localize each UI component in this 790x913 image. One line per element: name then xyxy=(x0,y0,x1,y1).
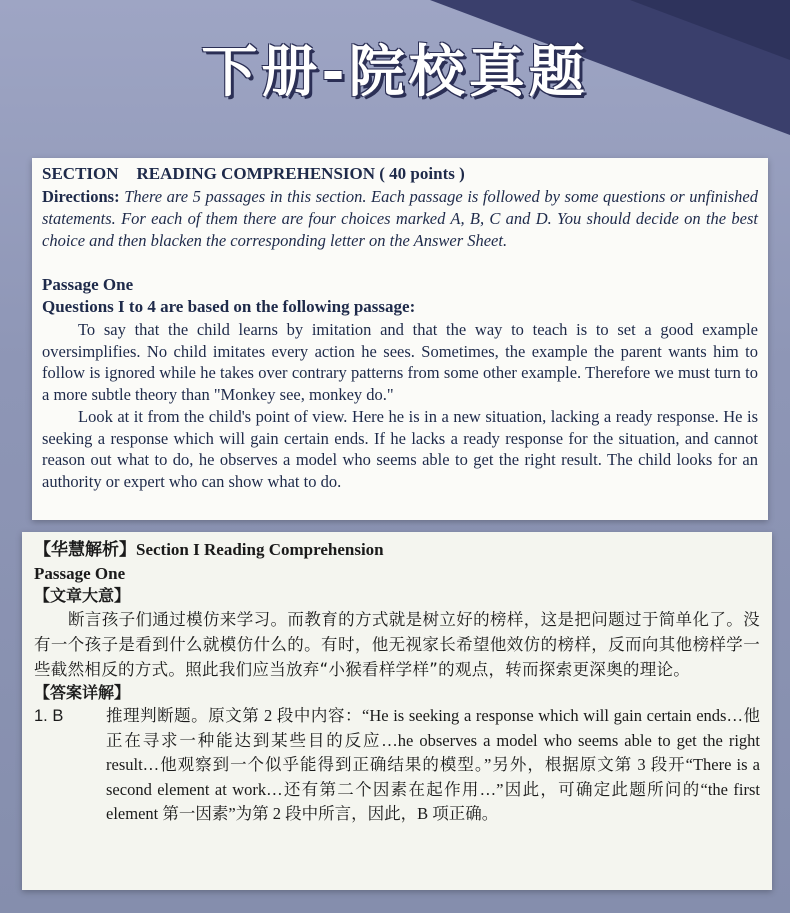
passage-paragraph: Look at it from the child's point of view. Here he is in a new situation, lacking a ready response. He is seeking a response which will gain certain ends. If he lacks a ready response for the situation, and cannot reason out what to do, he observes a model who seems able to get the right result. The child looks for an authority or expert who can show what to do. xyxy=(42,407,758,491)
answer-number: 1. B xyxy=(34,707,64,725)
answer-explanation: 推理判断题。原文第 2 段中内容：“He is seeking a response which will gain certain ends…他正在寻求一种能达到某些目的反应…he observes a model who seems able to get the right result…他观察到一个似乎能得到正确结果的模型。”另外，根据原文第 3 段开“There is a second element at work…还有第二个因素在起作用…”因此，可确定此题所问的“the first element 第一因素”为第 2 段中所言，因此，B 项正确。 xyxy=(106,706,760,823)
summary-label: 【文章大意】 xyxy=(34,586,131,605)
passage-paragraph: To say that the child learns by imitation and that the way to teach is to set a good example oversimplifies. No child imitates every action he sees. Sometimes, the example the parent wants him to follow is ignored while he takes over contrary patterns from some other example. Therefore we must turn to a more subtle theory than "Monkey see, monkey do." xyxy=(42,320,758,404)
directions xyxy=(42,186,758,252)
answers-label: 【答案详解】 xyxy=(34,683,131,702)
section-heading xyxy=(42,164,758,184)
exam-passage-scan xyxy=(32,158,768,520)
analysis-passage-title: Passage One xyxy=(34,564,126,583)
analysis-heading xyxy=(34,538,760,562)
analysis-scan xyxy=(22,532,772,890)
page-title: 下册-院校真题 xyxy=(201,40,589,105)
directions-text: There are 5 passages in this section. Each passage is followed by some questions or unfinished statements. For each of them there are four choices marked A, B, C and D. You should decide on the best choice and then blacken the corresponding letter on the Answer Sheet. xyxy=(42,187,759,250)
questions-heading: Questions I to 4 are based on the following passage: xyxy=(42,297,416,316)
analysis-heading-text: Section I Reading Comprehension xyxy=(136,540,384,559)
directions-label: Directions: xyxy=(42,187,120,206)
answer-item xyxy=(34,704,760,827)
section-name: READING COMPREHENSION ( 40 points ) xyxy=(136,164,465,183)
analysis-heading-label: 【华慧解析】 xyxy=(34,540,136,560)
section-label: SECTION xyxy=(42,164,119,183)
passage-title: Passage One xyxy=(42,275,134,294)
summary-text: 断言孩子们通过模仿来学习。而教育的方式就是树立好的榜样，这是把问题过于简单化了。没有一个孩子是看到什么就模仿什么的。有时，他无视家长希望他效仿的榜样，反而向其他榜样学一些截然相反的方式。照此我们应当放弃“小猴看样学样”的观点，转而探索更深奥的理论。 xyxy=(34,610,760,679)
